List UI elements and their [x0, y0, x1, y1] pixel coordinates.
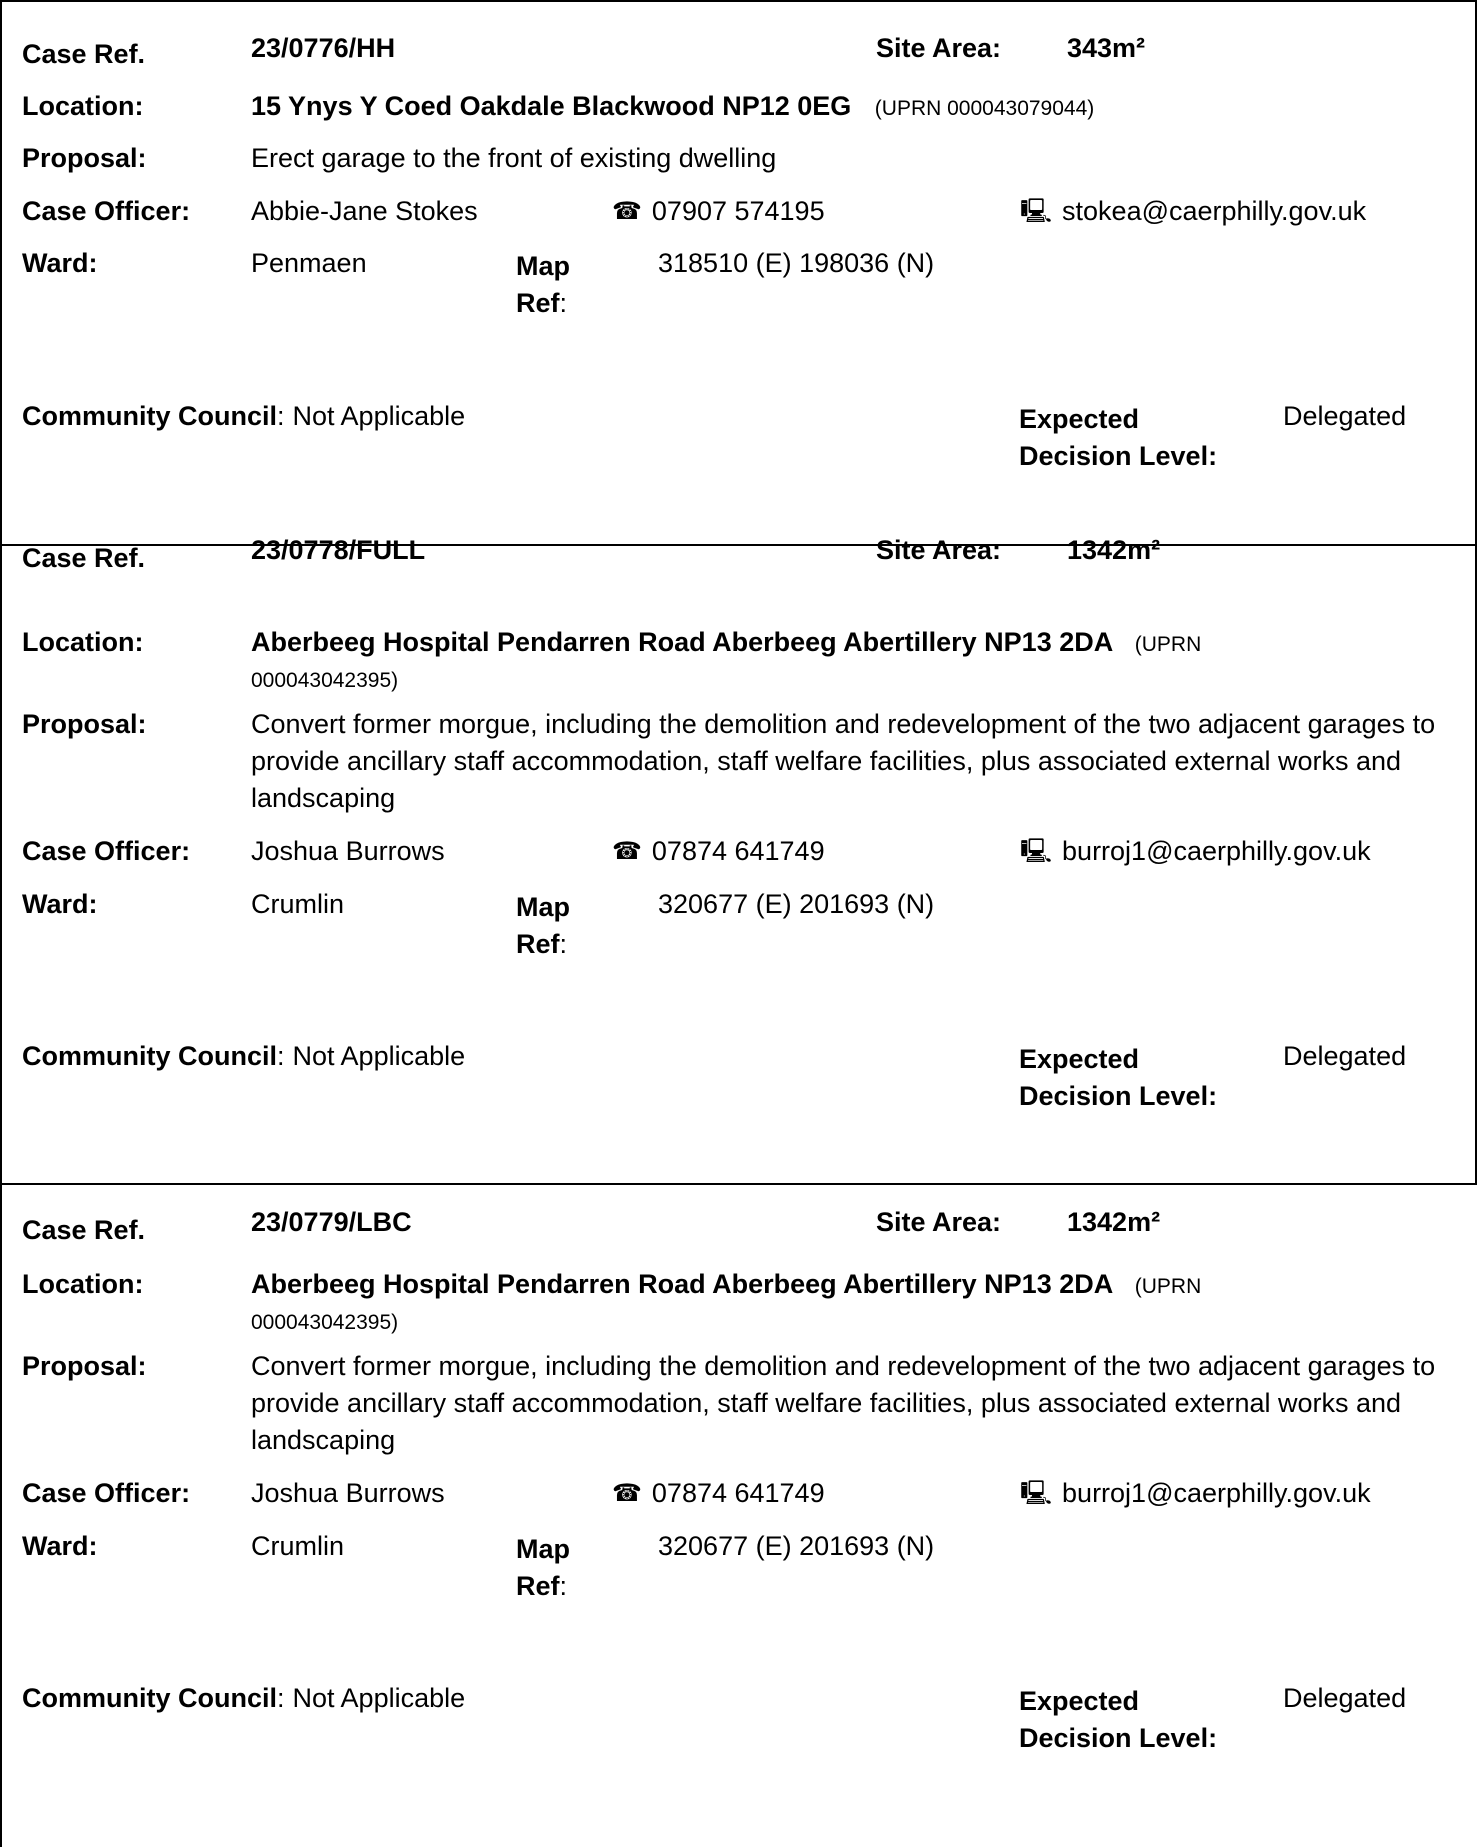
community-council-label: Community Council	[22, 401, 277, 431]
case-ref-label-3: Case Ref.	[22, 1215, 146, 1245]
map-ref-value-3: 320677 (E) 201693 (N)	[658, 1531, 935, 1561]
case-officer-label-2: Case Officer:	[22, 836, 191, 866]
community-council-row-2: Community Council: Not Applicable	[22, 1041, 466, 1071]
case-officer-name: Abbie-Jane Stokes	[251, 196, 478, 226]
phone-number: 07874 641749	[651, 1478, 825, 1508]
site-area-label: Site Area:	[876, 33, 1002, 63]
location-value-3	[251, 1269, 1201, 1302]
case-ref-label-2: Case Ref.	[22, 543, 146, 573]
case-officer-name-3: Joshua Burrows	[251, 1478, 445, 1508]
site-area-value-2: 1342m²	[1067, 535, 1161, 565]
email-address[interactable]: burroj1@caerphilly.gov.uk	[1062, 836, 1371, 866]
proposal-text-3: Convert former morgue, including the demolition and redevelopment of the two adjacent garages to provide ancillary staff accommodation, staff welfare facilities, plus associated external works and landscaping	[251, 1351, 1436, 1455]
email-row	[1020, 196, 1366, 228]
computer-icon: 🖳	[1020, 197, 1053, 225]
ref-label: Ref:	[516, 288, 568, 318]
site-area-value: 343m²	[1067, 33, 1146, 63]
computer-icon: 🖳	[1020, 1479, 1053, 1507]
phone-icon: ☎	[612, 1479, 642, 1507]
email-row-2	[1020, 836, 1371, 868]
case-officer-name-2: Joshua Burrows	[251, 836, 445, 866]
phone-row-3	[612, 1478, 825, 1510]
case-ref-value-3: 23/0779/LBC	[251, 1207, 412, 1237]
map-ref-label-3: Map Ref:	[516, 1534, 570, 1601]
ward-label-3: Ward:	[22, 1531, 98, 1561]
ward-value-2: Crumlin	[251, 889, 345, 919]
phone-row	[612, 196, 825, 228]
community-council-row: Community Council: Not Applicable	[22, 401, 466, 431]
location-label-2: Location:	[22, 627, 144, 657]
expected-decision-label-3: Expected Decision Level:	[1019, 1686, 1218, 1753]
location-label: Location:	[22, 91, 144, 121]
community-council-value: Not Applicable	[292, 1683, 466, 1713]
proposal-label-2: Proposal:	[22, 709, 147, 739]
phone-row-2	[612, 836, 825, 868]
ward-label-2: Ward:	[22, 889, 98, 919]
email-address[interactable]: stokea@caerphilly.gov.uk	[1062, 196, 1367, 226]
decision-level-value: Delegated	[1283, 401, 1407, 431]
expected-decision-label-2: Expected Decision Level:	[1019, 1044, 1218, 1111]
phone-icon: ☎	[612, 837, 642, 865]
case-officer-label: Case Officer:	[22, 196, 191, 226]
community-council-value: Not Applicable	[292, 401, 466, 431]
community-council-row-3: Community Council: Not Applicable	[22, 1683, 466, 1713]
computer-icon: 🖳	[1020, 837, 1053, 865]
location-value-2	[251, 627, 1201, 660]
ward-value: Penmaen	[251, 248, 367, 278]
decision-level-value-2: Delegated	[1283, 1041, 1407, 1071]
case-ref-value: 23/0776/HH	[251, 33, 396, 63]
location-uprn-a: (UPRN	[1134, 633, 1202, 656]
expected-decision-label: Expected Decision Level:	[1019, 404, 1218, 471]
location-uprn-b: 000043042395)	[251, 669, 399, 692]
map-ref-label	[516, 248, 570, 322]
email-address[interactable]: burroj1@caerphilly.gov.uk	[1062, 1478, 1371, 1508]
proposal-label-3: Proposal:	[22, 1351, 147, 1381]
case-officer-label-3: Case Officer:	[22, 1478, 191, 1508]
location-uprn-a: (UPRN	[1134, 1275, 1202, 1298]
phone-number: 07907 574195	[651, 196, 825, 226]
ward-label: Ward:	[22, 248, 98, 278]
proposal-text: Erect garage to the front of existing dwelling	[251, 143, 777, 173]
location-address: Aberbeeg Hospital Pendarren Road Aberbeeg Abertillery NP13 2DA	[251, 1269, 1114, 1299]
location-address: Aberbeeg Hospital Pendarren Road Aberbeeg Abertillery NP13 2DA	[251, 627, 1114, 657]
proposal-label: Proposal:	[22, 143, 147, 173]
location-label-3: Location:	[22, 1269, 144, 1299]
phone-number: 07874 641749	[651, 836, 825, 866]
location-address: 15 Ynys Y Coed Oakdale Blackwood NP12 0EG	[251, 91, 852, 121]
site-area-label-2: Site Area:	[876, 535, 1002, 565]
case-ref-value-2: 23/0778/FULL	[251, 535, 426, 565]
ward-value-3: Crumlin	[251, 1531, 345, 1561]
map-ref-value: 318510 (E) 198036 (N)	[658, 248, 935, 278]
proposal-text-2: Convert former morgue, including the demolition and redevelopment of the two adjacent garages to provide ancillary staff accommodation, staff welfare facilities, plus associated external works and landscaping	[251, 709, 1436, 813]
map-ref-label-2: Map Ref:	[516, 892, 570, 959]
map-ref-value-2: 320677 (E) 201693 (N)	[658, 889, 935, 919]
location-value	[251, 91, 1094, 124]
email-row-3	[1020, 1478, 1371, 1510]
site-area-label-3: Site Area:	[876, 1207, 1002, 1237]
map-label: Map	[516, 251, 570, 281]
community-council-value: Not Applicable	[292, 1041, 466, 1071]
decision-level-value-3: Delegated	[1283, 1683, 1407, 1713]
site-area-value-3: 1342m²	[1067, 1207, 1161, 1237]
community-council-label: Community Council	[22, 1041, 277, 1071]
location-uprn-b: 000043042395)	[251, 1311, 399, 1334]
phone-icon: ☎	[612, 197, 642, 225]
case-block	[0, 0, 1477, 545]
community-council-label: Community Council	[22, 1683, 277, 1713]
case-ref-label: Case Ref.	[22, 39, 146, 69]
location-uprn: (UPRN 000043079044)	[874, 97, 1095, 120]
